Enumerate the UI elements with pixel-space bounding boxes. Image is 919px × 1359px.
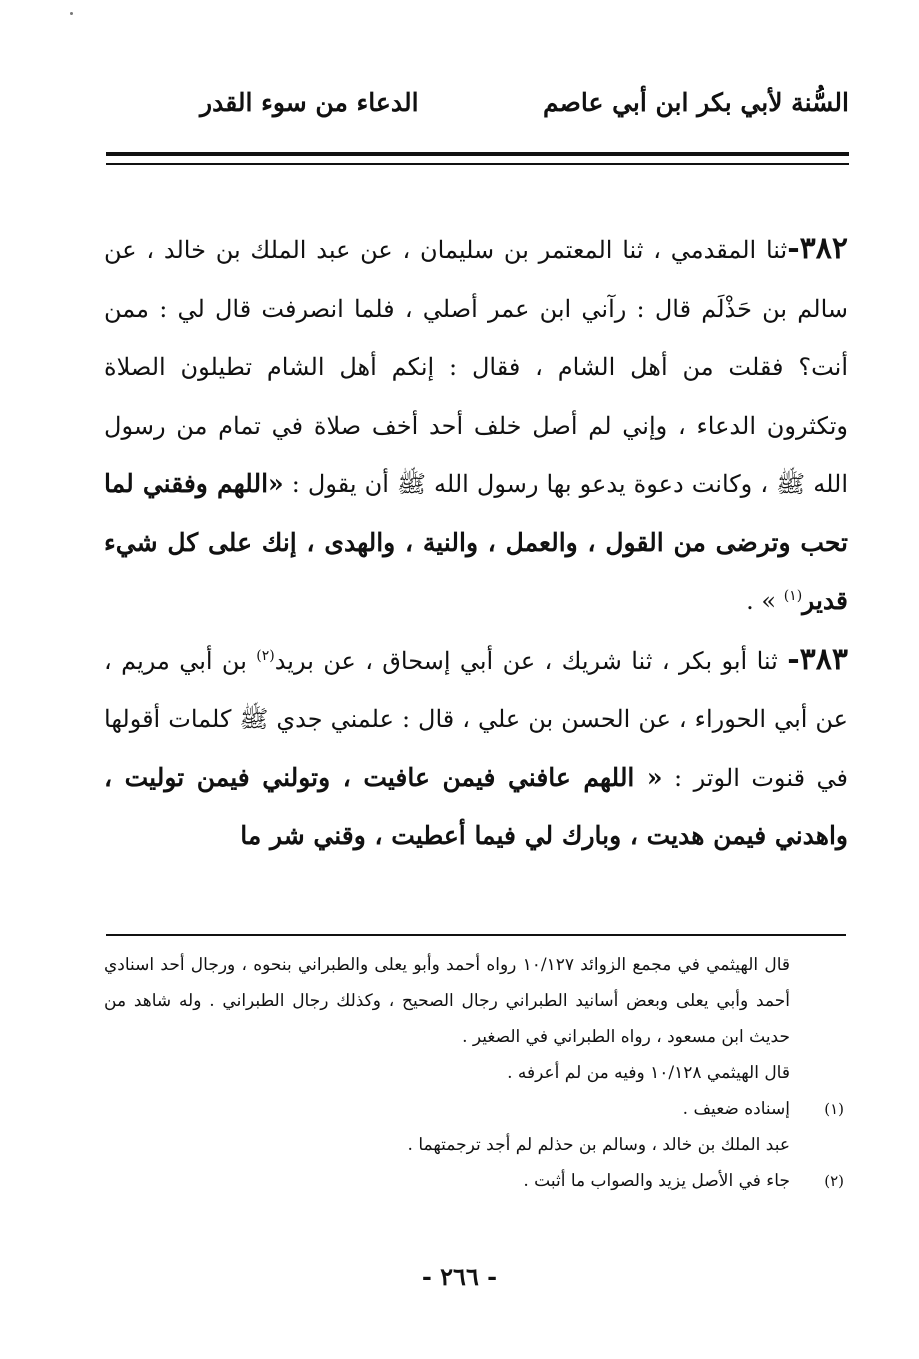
page-number: - ٢٦٦ - [421, 1262, 498, 1291]
hadith-number: ٣٨٢- [787, 231, 848, 266]
hadith-narration: ثنا المقدمي ، ثنا المعتمر بن سليمان ، عن عبد الملك بن خالد ، عن سالم بن حَذْلَم قال : رآني ابن عمر أصلي ، فلما انصرفت قال لي : ممن أنت؟ فقلت من أهل الشام ، فقال : إنكم أهل الشام تطيلون الصلاة وتكثرون الدعاء ، وإني لم أصل خلف أحد أخف صلاة في تمام من رسول الله ﷺ ، وكانت دعوة يدعو بها رسول الله ﷺ أن يقول : [104, 236, 848, 498]
footnote-text: قال الهيثمي في مجمع الزوائد ١٠/١٢٧ رواه أحمد وأبو يعلى والطبراني بنحوه ، ورجال أحد اسنادي أحمد وأبي يعلى وبعض أسانيد الطبراني رجال الصحيح ، وكذلك رجال الطبراني . وله شاهد من حديث ابن مسعود ، رواه الطبراني في الصغير . [104, 955, 791, 1047]
hadith-number: ٣٨٣- [787, 641, 848, 677]
footnote-text: جاء في الأصل يزيد والصواب ما أثبت . [523, 1171, 790, 1191]
hadith-382 [104, 220, 848, 631]
scan-speck [70, 12, 73, 15]
chapter-title: الدعاء من سوء القدر [200, 88, 419, 117]
hadith-dua: « اللهم عافني فيمن عافيت ، وتولني فيمن توليت ، واهدني فيمن هديت ، وبارك لي فيما أعطيت ، وقني شر ما [104, 762, 848, 850]
hadith-narration: ثنا أبو بكر ، ثنا شريك ، عن أبي إسحاق ، عن بريد [274, 646, 778, 675]
footnote-1 [104, 1091, 844, 1127]
footnote-ref[interactable]: (٢) [256, 647, 275, 664]
header-rule-thin [106, 163, 849, 165]
book-title: السُّنة لأبي بكر ابن أبي عاصم [542, 88, 849, 117]
hadith-dua: «اللهم وفقني لما تحب وترضى من القول ، والعمل ، والنية ، والهدى ، إنك على كل شيء قدير [104, 469, 848, 615]
footnote-marker: (١) [824, 1100, 844, 1118]
hadith-narration-cont: بن أبي مريم ، عن أبي الحوراء ، عن الحسن بن علي ، قال : علمني جدي ﷺ كلمات أقولها في قنوت الوتر : [104, 646, 848, 792]
footnote-text: إسناده ضعيف . [682, 1099, 790, 1119]
footnote-ref[interactable]: (١) [783, 588, 803, 604]
main-text [104, 220, 848, 866]
header-rule-thick [106, 152, 849, 156]
footnote-text: قال الهيثمي ١٠/١٢٨ وفيه من لم أعرفه . [507, 1063, 790, 1083]
footnote-2 [104, 1163, 844, 1199]
footnote-marker: (٢) [824, 1172, 844, 1190]
footnote-text: عبد الملك بن خالد ، وسالم بن حذلم لم أجد ترجمتهما . [407, 1135, 790, 1155]
footnote-separator [106, 934, 846, 936]
footnotes [104, 947, 844, 1199]
hadith-383 [104, 631, 848, 866]
hadith-ending: » . [746, 587, 777, 615]
